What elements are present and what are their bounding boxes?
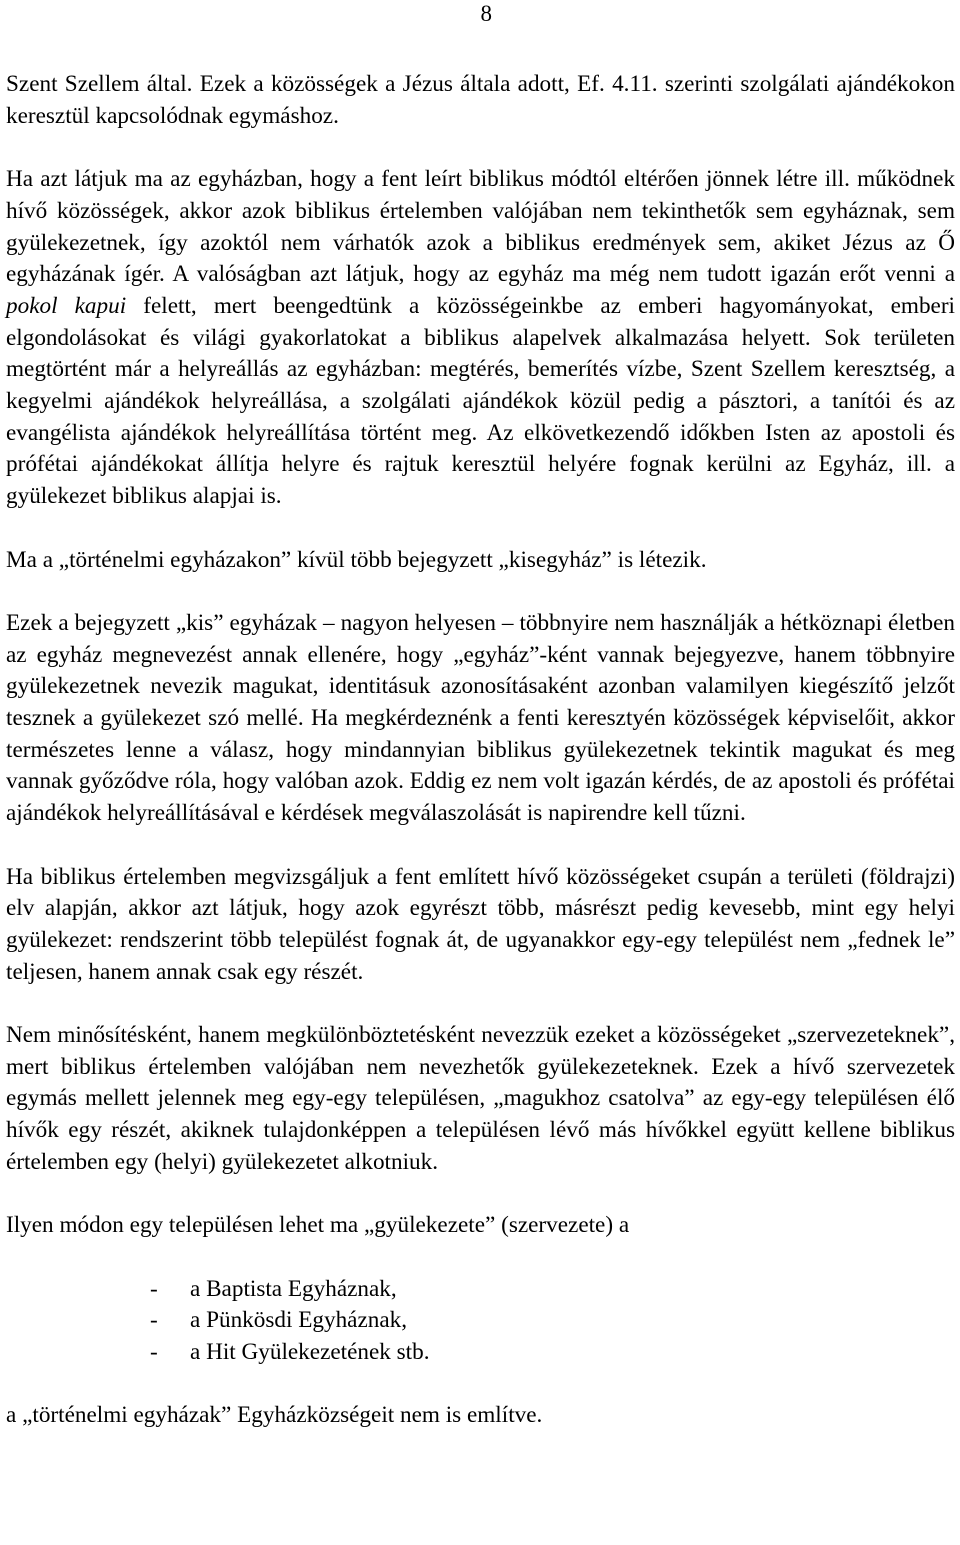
list-item-text: a Hit Gyülekezetének stb. [190, 1339, 430, 1366]
list-item [6, 1274, 955, 1306]
list-item [6, 1305, 955, 1337]
paragraph-5: Ha biblikus értelemben megvizsgáljuk a fent említett hívő közösségeket csupán a területi (földrajzi) elv alapján, akkor azt látjuk, hogy azok egyrészt több, másrészt pedig kevesebb, mint egy helyi gyülekezet: rendszerint több települést fognak át, de ugyanakkor egy-egy települést nem „fednek le” teljesen, hanem annak csak egy részét. [6, 863, 955, 985]
paragraph-4: Ezek a bejegyzett „kis” egyházak – nagyon helyesen – többnyire nem használják a hétköznapi életben az egyház megnevezést annak ellenére, hogy „egyház”-ként vannak bejegyezve, hanem többnyire gyülekezetnek nevezik magukat, identitásuk azonosításaként azonban valamilyen kiegészítő jelzőt tesznek a gyülekezet szó mellé. Ha megkérdeznénk a fenti keresztyén közösségek képviselőit, akkor természetes lenne a válasz, hogy mindannyian biblikus gyülekezetnek tekintik magukat és meg vannak győződve róla, hogy valóban azok. Eddig ez nem volt igazán kérdés, de az apostoli és prófétai ajándékok helyreállításával e kérdések megválaszolását is napirendre kell tűzni. [6, 609, 955, 827]
paragraph-6: Nem minősítésként, hanem megkülönböztetésként nevezzük ezeket a közösségeket „szervezeteknek”, mert biblikus értelemben valójában nem nevezhetők gyülekezeteknek. Ezek a hívő szervezetek egymás mellett jelennek meg egy-egy településen, „magukhoz csatolva” az egy-egy településen élő hívők egy részét, akiknek tulajdonképpen a településen lévő más hívőkkel együtt kellene biblikus értelemben egy (helyi) gyülekezetet alkotniuk. [6, 1022, 955, 1175]
paragraph-7: Ilyen módon egy településen lehet ma „gyülekezete” (szervezete) a [6, 1212, 630, 1239]
paragraph-3: Ma a „történelmi egyházakon” kívül több bejegyzett „kisegyház” is létezik. [6, 546, 707, 573]
list-item-text: a Baptista Egyháznak, [190, 1275, 397, 1302]
list-item [6, 1337, 955, 1369]
denomination-list [6, 1274, 955, 1369]
list-dash: - [150, 1275, 158, 1302]
page-number: 8 [480, 1, 492, 26]
paragraph-2-part-b: felett, mert beengedtünk a közösségeinkbe az emberi hagyományokat, emberi elgondolásokat és világi gyakorlatokat a biblikus alapelvek alkalmazása helyett. Sok területen megtörtént már a helyreállás az egyházban: megtérés, bemerítés vízbe, Szent Szellem keresztség, a kegyelmi ajándékok helyreállása, a szolgálati ajándékok közül pedig a pásztori, a tanítói és az evangélista ajándékok helyreállítása történt meg. Az elkövetkezendő időkben Isten az apostoli és prófétai ajándékokat állítja helyre és rajtuk keresztül helyére fognak kerülni az Egyház, ill. a gyülekezet biblikus alapjai is. [6, 292, 955, 510]
paragraph-2-part-a: Ha azt látjuk ma az egyházban, hogy a fent leírt biblikus módtól eltérően jönnek létre ill. működnek hívő közösségek, akkor azok biblikus értelemben valójában nem tekinthetők sem egyháznak, sem gyülekezetnek, így azoktól nem várhatók azok a biblikus eredmények sem, akiket Jézus az Ő egyházának ígér. A valóságban azt látjuk, hogy az egyház ma még nem tudott igazán erőt venni a [6, 166, 955, 288]
list-dash: - [150, 1307, 158, 1334]
paragraph-2-emphasis: pokol kapui [6, 292, 127, 319]
list-dash: - [150, 1339, 158, 1366]
paragraph-2 [6, 164, 955, 513]
page-body [6, 69, 955, 1432]
list-item-text: a Pünkösdi Egyháznak, [190, 1307, 408, 1334]
paragraph-8: a „történelmi egyházak” Egyházközségeit nem is említve. [6, 1402, 543, 1429]
paragraph-1: Szent Szellem által. Ezek a közösségek a Jézus általa adott, Ef. 4.11. szerinti szolgálati ajándékokon keresztül kapcsolódnak egymáshoz. [6, 71, 955, 129]
